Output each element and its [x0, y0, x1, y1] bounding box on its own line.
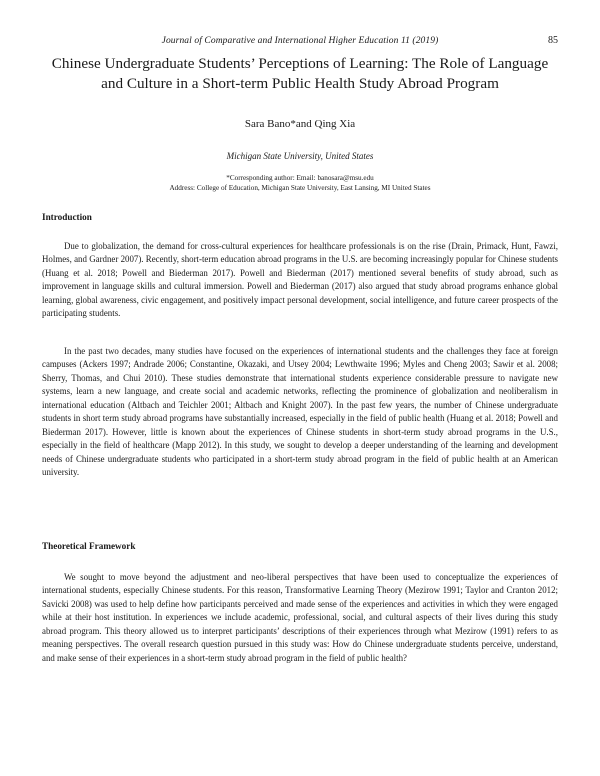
correspondence-block [0, 173, 600, 193]
authors: Sara Bano*and Qing Xia [244, 118, 356, 130]
affiliation: Michigan State University, United States [226, 151, 374, 161]
paragraph-intro-2: In the past two decades, many studies have focused on the experiences of international students and the challenges they face at foreign campuses (Ackers 1997; Andrade 2006; Constantine, Okazaki, and Utsey 2004; Lewthwaite 1996; Myles and Cheng 2003; Sawir et al. 2008; Sherry, Thomas, and Chui 2010). These studies demonstrate that international students experience considerable pressure to navigate new systems, learn a new language, and create social and academic networks, reflecting the prominence of globalization and neoliberalism in international education (Altbach and Teichler 2001; Altbach and Knight 2007). In the past few years, the number of Chinese undergraduate students in short term study abroad programs have substantially increased, especially in the field of public health (Huang et al. 2018; Powell and Biederman 2017). However, little is known about the experiences of Chinese students in short-term study abroad programs in the U.S., especially in the field of healthcare (Mapp 2012). In this study, we sought to develop a deeper understanding of the learning and development needs of Chinese undergraduate students who participated in a short-term study abroad program in the field of public health at an American university. [42, 346, 558, 478]
corresponding-email: *Corresponding author: Email: banosara@msu.edu [226, 174, 374, 182]
corresponding-address: Address: College of Education, Michigan State University, East Lansing, MI United States [169, 184, 431, 192]
page-number: 85 [548, 35, 558, 46]
paragraph-framework-1: We sought to move beyond the adjustment and neo-liberal perspectives that have been used to conceptualize the experiences of international students, especially Chinese students. For this reason, Transformative Learning Theory (Mezirow 1991; Taylor and Cranton 2012; Savicki 2008) was used to help define how participants perceived and made sense of the experiences and activities in which they were engaged while at their host institution. In experiences we include academic, professional, social, and cultural aspects of their lives during this study abroad program. This theory allowed us to interpret participants’ descriptions of their experiences through what Mezirow (1991) refers to as meaning perspectives. The overall research question pursued in this study was: How do Chinese undergraduate students perceive, understand, and make sense of their experiences in a short-term study abroad program in the field of public health? [42, 572, 558, 663]
running-head: Journal of Comparative and International Higher Education 11 (2019) [161, 36, 439, 46]
paragraph-intro-1: Due to globalization, the demand for cross-cultural experiences for healthcare professionals is on the rise (Drain, Primack, Hunt, Fawzi, Holmes, and Gardner 2007). Recently, short-term education abroad programs in the U.S. are becoming increasingly popular for Chinese students (Huang et al. 2018; Powell and Biederman 2017). Powell and Biederman (2017) mentioned several benefits of study abroad, such as improvement in language skills and cultural immersion. Powell and Biederman (2017) also argued that study abroad programs enhance global learning, global awareness, civic engagement, and positively impact personal development, social intelligence, and future career prospects of the participating students. [42, 241, 558, 319]
section-heading-introduction: Introduction [42, 212, 92, 222]
article-title [30, 54, 570, 94]
title-line-1: Chinese Undergraduate Students’ Perceptions of Learning: The Role of Language [51, 55, 549, 72]
section-heading-theoretical-framework: Theoretical Framework [42, 541, 136, 551]
title-line-2: and Culture in a Short-term Public Health Study Abroad Program [101, 75, 499, 92]
